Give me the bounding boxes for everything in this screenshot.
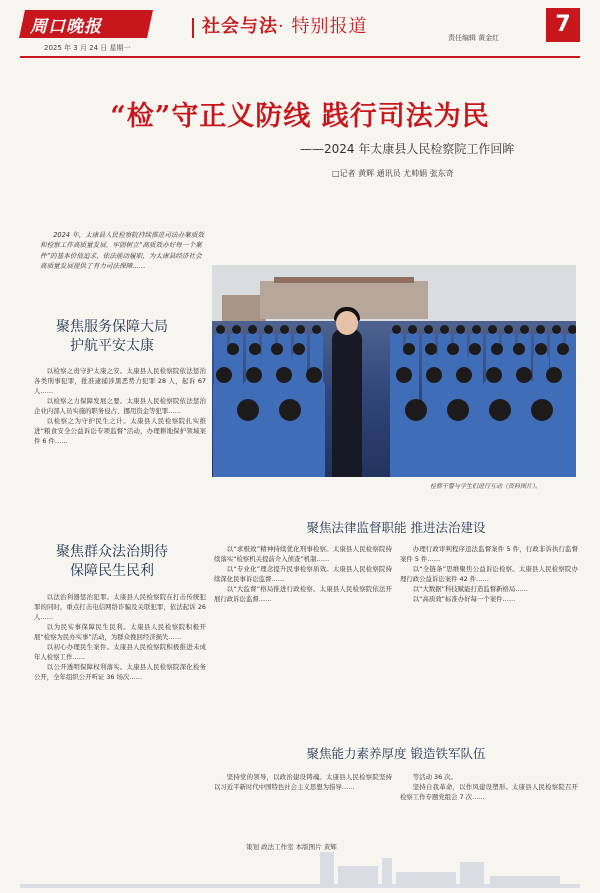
photo-student-figure [233, 417, 264, 477]
paragraph: 以“专业化”理念提升民事检察质效。太康县人民检察院持续深化民事诉讼监督…… [214, 565, 392, 583]
section-heading-line: 聚焦服务保障大局 [56, 319, 168, 335]
paragraph: 以法治利器惩治犯罪。太康县人民检察院在打击传统犯罪的同时，重点打击电信网络诈骗及关联犯罪，依法起诉 26 人…… [34, 593, 206, 621]
photo-student-head [568, 325, 576, 334]
photo-student-head [513, 343, 525, 355]
photo-student-head [447, 399, 469, 421]
issue-date: 2025 年 3 月 24 日 星期一 [44, 44, 131, 52]
paragraph: 以检察之责守护太康之安。太康县人民检察院依法惩治各类刑事犯罪，批准逮捕涉黑恶势力犯罪 28 人，起诉 67 人…… [34, 367, 206, 395]
section-body-supervision-col2 [400, 544, 578, 604]
section-heading-team: 聚焦能力素养厚度 锻造铁军队伍 [306, 746, 486, 761]
section-heading-line: 保障民生民利 [70, 563, 154, 579]
photo-student-head [546, 367, 562, 383]
photo-student-head [403, 343, 415, 355]
section-banner [192, 12, 367, 38]
photo-student-head [489, 399, 511, 421]
photo-caption: 检察干警与学生们进行互动（资料图片）。 [430, 483, 542, 490]
photo-student-head [491, 343, 503, 355]
paragraph: 以检察之力保障发展之要。太康县人民检察院依法惩治企业内部人员实施的职务侵占、挪用资金等犯罪…… [34, 397, 206, 415]
section-body-livelihood [34, 592, 206, 682]
photo-student-head [516, 367, 532, 383]
photo-student-head [424, 325, 433, 334]
photo-student-figure [275, 417, 306, 477]
section-body-service [34, 366, 206, 446]
section-body-team-col1 [214, 772, 392, 792]
photo-student-head [425, 343, 437, 355]
paragraph: 以“大监督”格局推进行政检察。太康县人民检察院依法开展行政诉讼监督…… [214, 585, 392, 603]
photo-student-head [469, 343, 481, 355]
photo-student-head [405, 399, 427, 421]
article-title: “检”守正义防线 践行司法为民 [110, 101, 490, 132]
news-photo [212, 265, 576, 477]
photo-student-figure [443, 417, 474, 477]
photo-prosecutor-figure [332, 329, 362, 477]
paragraph: 以为民实事保障民生民利。太康县人民检察院积极开展“检察为民办实事”活动，为群众挽回经济损失…… [34, 623, 206, 641]
skyline-tower [320, 852, 334, 888]
paragraph: 以“全链条”思维聚焦公益诉讼检察。太康县人民检察院办理行政公益诉讼案件 42 件…… [400, 565, 578, 583]
photo-student-head [486, 367, 502, 383]
photo-student-head [520, 325, 529, 334]
photo-student-head [396, 367, 412, 383]
section-heading-service [22, 318, 202, 356]
footer-skyline-illustration [20, 848, 580, 888]
photo-student-head [392, 325, 401, 334]
photo-building-roof [274, 277, 414, 283]
page-header [0, 0, 600, 60]
section-divider [192, 18, 194, 38]
paragraph: 坚持自我革命，以作风建设塑形。太康县人民检察院召开检察工作专题党组会 7 次…… [400, 783, 578, 801]
photo-student-head [216, 325, 225, 334]
page-number: 7 [546, 8, 580, 42]
header-rule [20, 56, 580, 58]
paragraph: 以初心办理民生案件。太康县人民检察院积极推进未成年人检察工作…… [34, 643, 206, 661]
photo-student-head [271, 343, 283, 355]
photo-student-figure [401, 417, 432, 477]
photo-student-head [293, 343, 305, 355]
photo-student-head [557, 343, 569, 355]
photo-student-head [312, 325, 321, 334]
photo-student-head [232, 325, 241, 334]
skyline-ground [20, 884, 580, 888]
photo-student-figure [213, 380, 235, 477]
section-heading-livelihood [22, 543, 202, 581]
photo-student-head [456, 367, 472, 383]
photo-student-head [488, 325, 497, 334]
paragraph: 以检察之为守护民生之计。太康县人民检察院扎实推进“粮食安全公益诉讼专项监督”活动，办理耕地保护领域案件 6 件…… [34, 417, 206, 445]
footer-credits: 策划 政法工作室 本版图片 黄辉 [242, 842, 341, 851]
paragraph: 以“高质效”标准办好每一个案件…… [412, 595, 516, 603]
section-heading-line: 护航平安太康 [70, 338, 154, 354]
paragraph: 坚持党的领导，以政治建设铸魂。太康县人民检察院坚持以习近平新时代中国特色社会主义思想为指导…… [214, 773, 392, 791]
photo-student-head [248, 325, 257, 334]
photo-student-figure [303, 380, 325, 477]
section-body-supervision-col1 [214, 544, 392, 604]
photo-student-figure [527, 417, 558, 477]
section-subname: · 特别报道 [278, 16, 368, 37]
photo-student-head [264, 325, 273, 334]
photo-student-head [456, 325, 465, 334]
article-subtitle: ——2024 年太康县人民检察院工作回眸 [300, 142, 515, 156]
paragraph: 以“大数据”科技赋能打造监督新格局…… [412, 585, 529, 593]
photo-student-head [237, 399, 259, 421]
photo-student-figure [485, 417, 516, 477]
photo-student-head [536, 325, 545, 334]
article-byline: □记者 黄辉 通讯员 尤帅娟 张东奇 [332, 169, 454, 178]
responsible-editor: 责任编辑 黄金红 [448, 34, 500, 42]
section-heading-supervision: 聚焦法律监督职能 推进法治建设 [306, 520, 486, 535]
photo-student-head [447, 343, 459, 355]
photo-student-head [249, 343, 261, 355]
article-intro: 2024 年，太康县人民检察院持续推进司法办案质效和检察工作高质量发展，牢固树立“高质效办好每一个案件”的基本价值追求，依法能动履职，为太康县经济社会高质量发展提供了有力司法保障…… [40, 231, 204, 270]
photo-student-head [276, 367, 292, 383]
photo-prosecutor-face [336, 311, 358, 335]
photo-student-head [306, 367, 322, 383]
photo-student-head [279, 399, 301, 421]
paragraph: 以“求极致”精神持续优化刑事检察。太康县人民检察院持续落实“检察机关提前介入侦查”机制…… [214, 545, 392, 563]
paragraph: 办理行政审判程序违法监督案件 5 件，行政非诉执行监督案件 5 件…… [400, 545, 578, 563]
photo-student-head [296, 325, 305, 334]
section-heading-line: 聚焦群众法治期待 [56, 544, 168, 560]
photo-student-head [216, 367, 232, 383]
photo-student-head [408, 325, 417, 334]
section-body-team-col2 [400, 772, 578, 802]
photo-student-head [246, 367, 262, 383]
paragraph: 以公开透明保障权利落实。太康县人民检察院深化检务公开，全年组织公开听证 36 场次…… [34, 663, 206, 681]
photo-student-head [472, 325, 481, 334]
paragraph: 等活动 36 次。 [412, 773, 457, 781]
photo-student-head [552, 325, 561, 334]
photo-student-head [504, 325, 513, 334]
photo-student-head [227, 343, 239, 355]
section-name: 社会与法 [202, 16, 278, 37]
photo-student-head [426, 367, 442, 383]
photo-student-head [440, 325, 449, 334]
photo-student-head [535, 343, 547, 355]
photo-student-head [280, 325, 289, 334]
newspaper-logo: 周口晚报 [30, 17, 102, 37]
photo-student-head [531, 399, 553, 421]
